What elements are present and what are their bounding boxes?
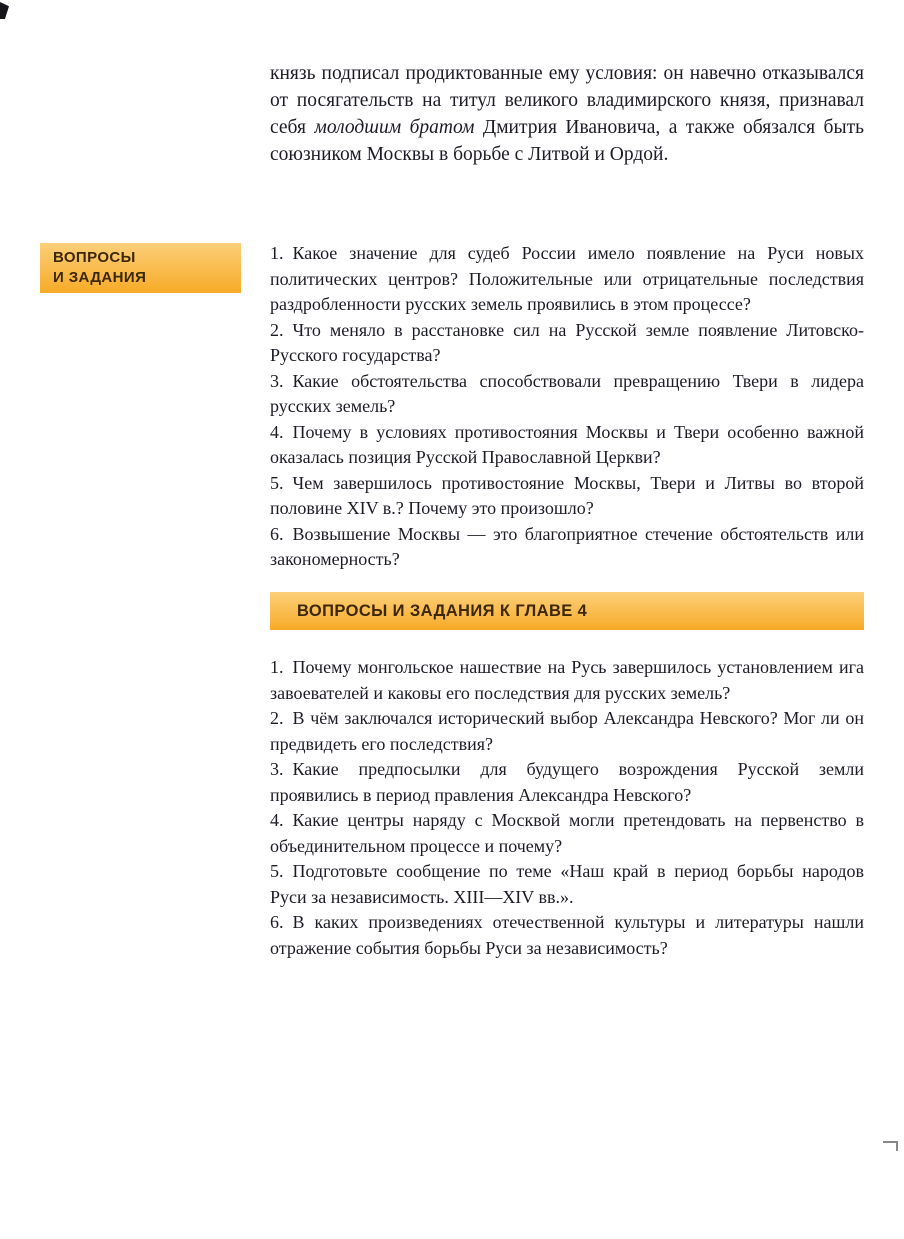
question-text: Подготовьте сообщение по теме «Наш край в период борьбы народов Руси за независимость. XIII—XIV вв.». [270,861,864,907]
question-number: 5. [270,472,284,493]
question-item [270,369,864,420]
intro-text-part2: Дмитрия Ивановича, а также обязался быть союзником Москвы в борьбе с Литвой и Ордой. [270,117,864,165]
question-text: Какие предпосылки для будущего возрождения Русской земли проявились в период правления Александра Невского? [270,759,864,805]
question-item [270,706,864,757]
question-number: 6. [270,912,284,932]
question-number: 4. [270,421,284,442]
question-item [270,420,864,471]
chapter-questions-list [270,655,864,961]
question-text: Какие центры наряду с Москвой могли претендовать на первенство в объединительном процессе и почему? [270,810,864,856]
question-item [270,471,864,522]
intro-paragraph [270,60,864,168]
question-number: 3. [270,759,284,779]
question-text: Что меняло в расстановке сил на Русской земле появление Литовско-Русского государства? [270,319,864,365]
question-text: Чем завершилось противостояние Москвы, Твери и Литвы во второй половине XIV в.? Почему это произошло? [270,472,864,518]
question-item [270,655,864,706]
question-number: 4. [270,810,284,830]
question-text: Возвышение Москвы — это благоприятное стечение обстоятельств или закономерность? [270,523,864,569]
question-item [270,757,864,808]
question-number: 1. [270,243,284,263]
questions-badge-line2: И ЗАДАНИЯ [53,269,147,286]
question-number: 3. [270,370,284,391]
question-text: Какое значение для судеб России имело появление на Руси новых политических центров? Положительные или отрицательные последствия раздробленности русских земель проявились в этом процессе? [270,243,864,314]
intro-text-part1: князь подписал продиктованные ему условия: он навечно отказывался от посягательств на титул великого владимирского князя, признавал себя [270,63,864,138]
chapter-questions-banner [270,592,864,630]
question-text: В чём заключался исторический выбор Александра Невского? Мог ли он предвидеть его последствия? [270,708,864,754]
question-item [270,808,864,859]
question-text: Почему в условиях противостояния Москвы и Твери особенно важной оказалась позиция Русской Православной Церкви? [270,421,864,467]
questions-list [270,241,864,573]
question-number: 6. [270,523,284,544]
question-item [270,910,864,961]
questions-badge-line1: ВОПРОСЫ [53,249,136,266]
question-text: Почему монгольское нашествие на Русь завершилось установлением ига завоевателей и каковы его последствия для русских земель? [270,657,864,703]
intro-text-italic: молодшим братом [314,117,475,138]
question-number: 2. [270,319,284,340]
chapter-questions-banner-title: ВОПРОСЫ И ЗАДАНИЯ К ГЛАВЕ 4 [297,601,588,620]
question-item [270,859,864,910]
questions-badge [40,243,241,293]
scan-artifact-top-left [0,2,9,19]
scan-artifact-bottom-right [883,1141,898,1151]
question-text: Какие обстоятельства способствовали превращению Твери в лидера русских земель? [270,370,864,416]
question-number: 5. [270,861,284,881]
question-number: 2. [270,708,284,728]
question-number: 1. [270,657,284,677]
question-item [270,318,864,369]
question-text: В каких произведениях отечественной культуры и литературы нашли отражение события борьбы Руси за независимость? [270,912,864,958]
question-item [270,522,864,573]
question-item [270,241,864,318]
